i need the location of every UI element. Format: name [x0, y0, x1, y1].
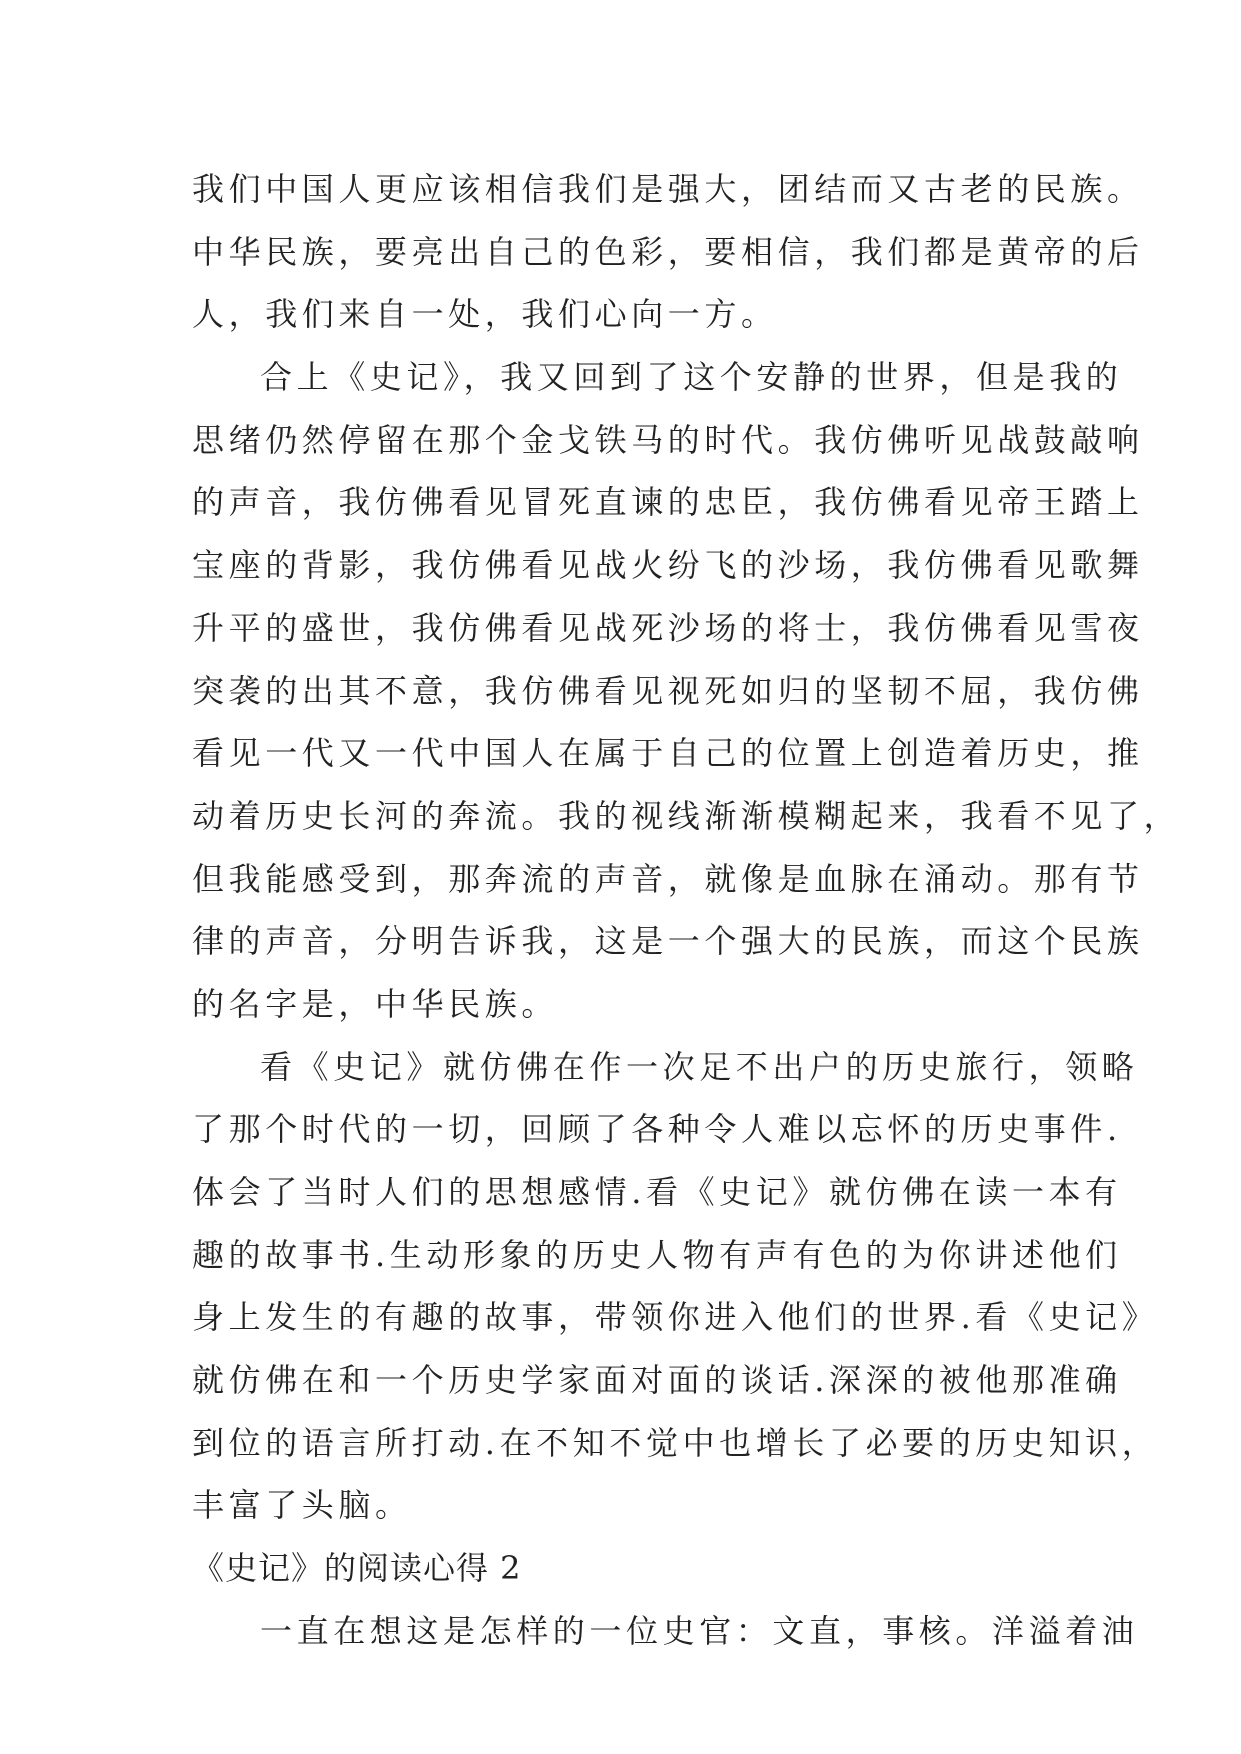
text-line: 思绪仍然停留在那个金戈铁马的时代。我仿佛听见战鼓敲响 — [192, 420, 1144, 459]
text-line: 丰富了头脑。 — [192, 1486, 412, 1525]
text-line: 的声音，我仿佛看见冒死直谏的忠臣，我仿佛看见帝王踏上 — [192, 483, 1144, 522]
text-line: 的名字是，中华民族。 — [192, 984, 559, 1023]
body-text — [192, 158, 1181, 1663]
paragraph-first-line: 合上《史记》，我又回到了这个安静的世界，但是我的 — [260, 358, 1123, 397]
text-line: 动着历史长河的奔流。我的视线渐渐模糊起来，我看不见了， — [192, 796, 1181, 835]
text-line: 突袭的出其不意，我仿佛看见视死如归的坚韧不屈，我仿佛 — [192, 671, 1144, 710]
text-line: 到位的语言所打动.在不知不觉中也增长了必要的历史知识， — [192, 1423, 1159, 1462]
text-line: 升平的盛世，我仿佛看见战死沙场的将士，我仿佛看见雪夜 — [192, 608, 1144, 647]
text-line: 了那个时代的一切，回顾了各种令人难以忘怀的历史事件. — [192, 1110, 1122, 1149]
paragraph-first-line: 看《史记》就仿佛在作一次足不出户的历史旅行，领略 — [260, 1047, 1139, 1086]
text-line: 身上发生的有趣的故事，带领你进入他们的世界.看《史记》 — [192, 1298, 1159, 1337]
text-line: 我们中国人更应该相信我们是强大，团结而又古老的民族。 — [192, 170, 1144, 208]
text-line: 宝座的背影，我仿佛看见战火纷飞的沙场，我仿佛看见歌舞 — [192, 546, 1144, 585]
text-line: 律的声音，分明告诉我，这是一个强大的民族，而这个民族 — [192, 922, 1144, 961]
section-heading: 《史记》的阅读心得 2 — [192, 1549, 522, 1588]
text-line: 看见一代又一代中国人在属于自己的位置上创造着历史，推 — [192, 734, 1144, 773]
text-line: 中华民族，要亮出自己的色彩，要相信，我们都是黄帝的后 — [192, 232, 1144, 271]
paragraph-first-line: 一直在想这是怎样的一位史官：文直，事核。洋溢着油 — [260, 1611, 1139, 1650]
text-line: 但我能感受到，那奔流的声音，就像是血脉在涌动。那有节 — [192, 859, 1144, 898]
text-line: 人，我们来自一处，我们心向一方。 — [192, 295, 778, 334]
text-line: 趣的故事书.生动形象的历史人物有声有色的为你讲述他们 — [192, 1235, 1122, 1274]
text-line: 就仿佛在和一个历史学家面对面的谈话.深深的被他那准确 — [192, 1361, 1122, 1400]
text-line: 体会了当时人们的思想感情.看《史记》就仿佛在读一本有 — [192, 1173, 1122, 1211]
